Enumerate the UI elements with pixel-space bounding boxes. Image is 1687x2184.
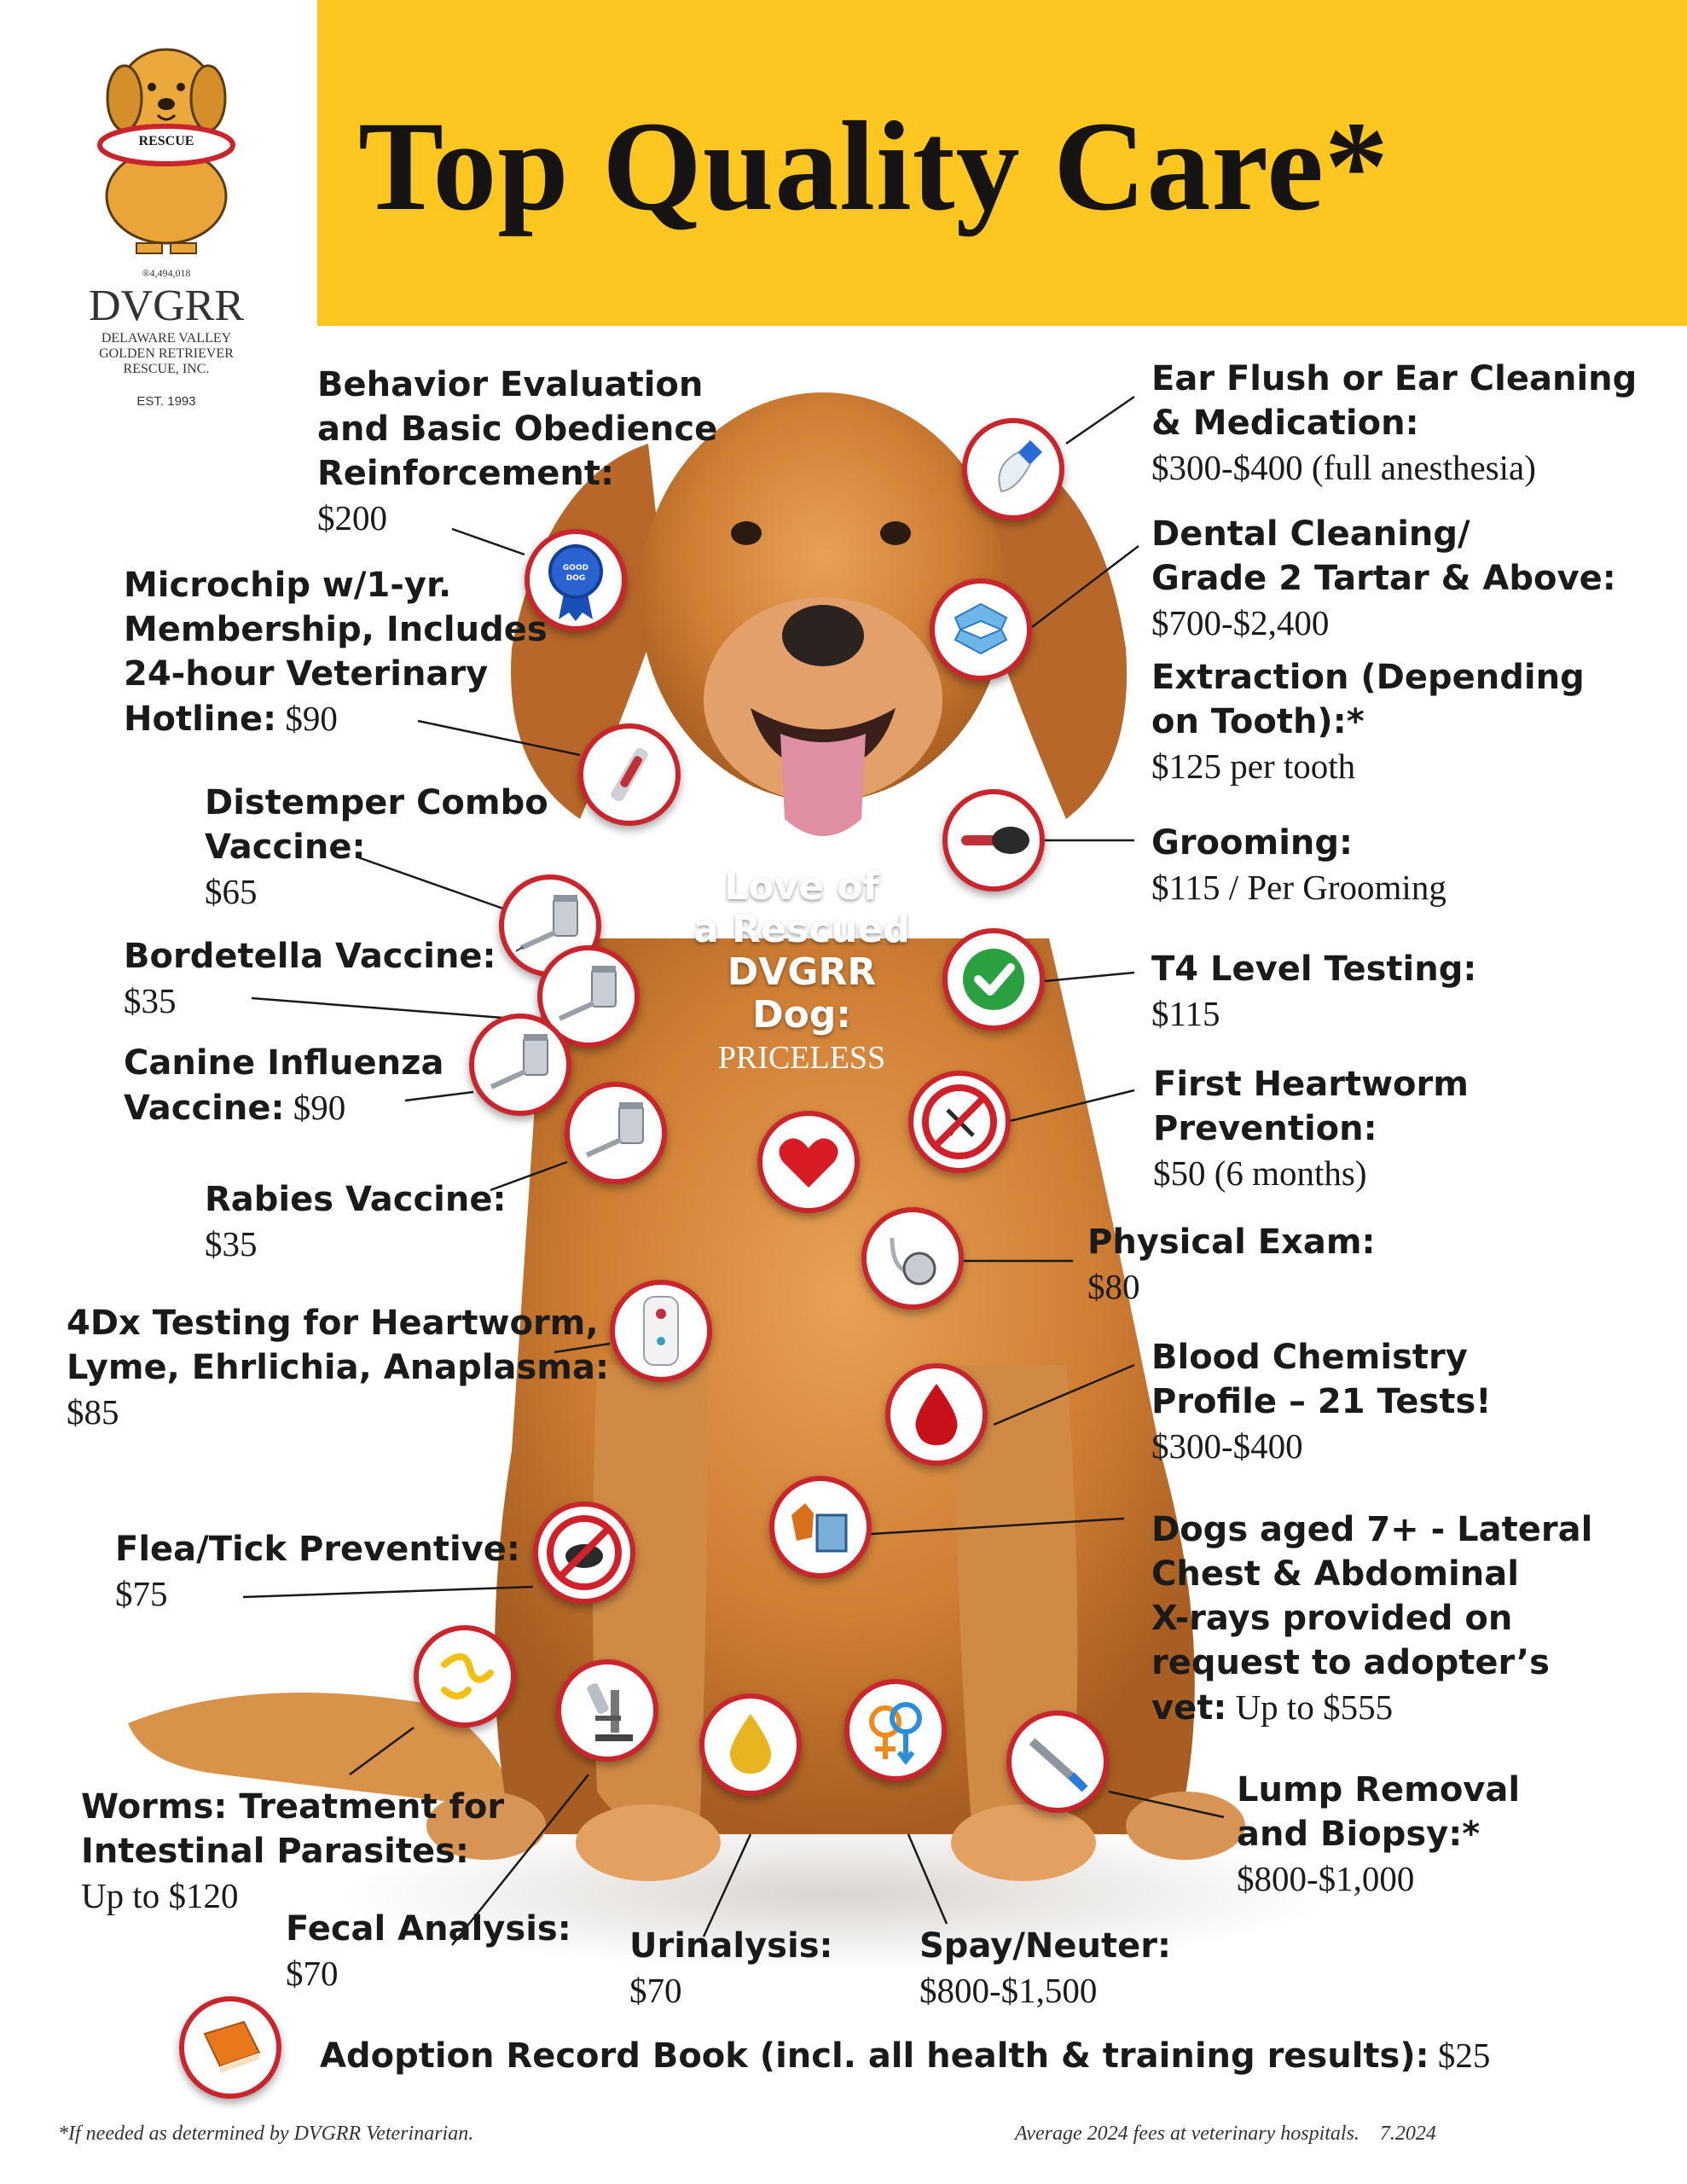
- lump-circle: [1006, 1711, 1109, 1813]
- item-price: $700-$2,400: [1151, 603, 1330, 642]
- biopsy-tool-icon: [1012, 1716, 1104, 1808]
- item-physical: [1087, 1220, 1376, 1309]
- book-icon: [184, 2001, 276, 2094]
- logo-reg-number: ®4,494,018: [142, 267, 191, 279]
- logo-org-short: DVGRR: [88, 282, 245, 330]
- item-label: Vaccine:: [205, 828, 366, 867]
- item-label: Worms: Treatment for: [81, 1787, 505, 1827]
- item-price: $35: [205, 1224, 258, 1263]
- vaccine-vial-icon: [570, 1087, 662, 1179]
- influenza-circle: [469, 1014, 571, 1116]
- item-price: $50 (6 months): [1153, 1153, 1367, 1193]
- item-fecal: [286, 1907, 571, 1995]
- item-record-book: [320, 2033, 1490, 2086]
- center-priceless: PRICELESS: [717, 1040, 886, 1076]
- item-label: and Basic Obedience: [317, 410, 718, 449]
- item-price: Up to $120: [81, 1876, 239, 1915]
- item-price: $70: [629, 1971, 682, 2010]
- grooming-circle: [942, 789, 1045, 892]
- item-label: Vaccine:: [124, 1089, 285, 1128]
- item-lump: [1237, 1768, 1520, 1901]
- item-t4: [1151, 947, 1476, 1036]
- center-priceless-text: [674, 866, 930, 1079]
- item-xray: [1151, 1507, 1592, 1738]
- gender-symbols-icon: [849, 1684, 942, 1776]
- record-book-circle: [179, 1996, 281, 2099]
- item-label: Fecal Analysis:: [286, 1909, 571, 1949]
- item-label: Membership, Includes: [124, 610, 548, 649]
- item-microchip: [124, 563, 548, 749]
- checkmark-icon: [948, 933, 1040, 1025]
- item-dental: [1151, 512, 1616, 645]
- item-price: Up to $555: [1226, 1687, 1394, 1727]
- item-price: $25: [1429, 2036, 1491, 2075]
- footer-note-right: Average 2024 fees at veterinary hospitals. 7.2024: [1015, 2123, 1436, 2145]
- item-label: Lyme, Ehrlichia, Anaplasma:: [67, 1348, 609, 1387]
- item-label: Prevention:: [1153, 1109, 1377, 1148]
- item-label: Bordetella Vaccine:: [124, 937, 496, 976]
- worms-icon: [419, 1630, 511, 1722]
- stethoscope-icon: [867, 1212, 959, 1304]
- item-label: Urinalysis:: [629, 1926, 833, 1966]
- ear-circle: [962, 418, 1064, 520]
- worms-circle: [414, 1625, 516, 1728]
- item-label: Lump Removal: [1237, 1770, 1521, 1809]
- center-line-3: DVGRR: [727, 950, 877, 994]
- item-label: Spay/Neuter:: [919, 1926, 1171, 1966]
- item-price: $800-$1,500: [919, 1971, 1098, 2010]
- heart-circle: [757, 1111, 860, 1213]
- item-price: $75: [115, 1574, 168, 1613]
- item-label: T4 Level Testing:: [1151, 950, 1477, 989]
- item-label: Adoption Record Book (incl. all health & training results):: [320, 2036, 1429, 2076]
- vaccine-vial-icon: [474, 1019, 566, 1111]
- item-price: $200: [317, 498, 387, 537]
- item-extraction: [1151, 655, 1585, 788]
- dog-xray-icon: [774, 1481, 867, 1573]
- item-label: Reinforcement:: [317, 454, 614, 493]
- item-label: Canine Influenza: [124, 1043, 444, 1083]
- logo-org-line3: RESCUE, INC.: [123, 362, 210, 376]
- item-price: $125 per tooth: [1151, 746, 1356, 786]
- dental-mold-icon: [935, 584, 1027, 676]
- item-label: and Biopsy:*: [1237, 1815, 1481, 1854]
- ribbon-text-2: DOG: [565, 574, 586, 583]
- item-price: $80: [1087, 1267, 1140, 1306]
- droplet-yellow-icon: [704, 1699, 797, 1791]
- item-ear: [1151, 357, 1637, 490]
- item-label: Ear Flush or Ear Cleaning: [1151, 359, 1638, 398]
- item-label: 4Dx Testing for Heartworm,: [67, 1304, 599, 1343]
- logo-org-line1: DELAWARE VALLEY: [101, 331, 232, 346]
- item-label: on Tooth):*: [1151, 702, 1365, 741]
- item-label: vet:: [1151, 1688, 1227, 1728]
- item-label: Microchip w/1-yr.: [124, 566, 452, 605]
- page-title: Top Quality Care*: [358, 96, 1389, 237]
- item-price: $35: [124, 981, 177, 1020]
- item-price: $115: [1151, 994, 1220, 1033]
- no-mosquito-icon: [913, 1076, 1006, 1168]
- blood-circle: [885, 1363, 988, 1466]
- item-influenza: [124, 1041, 443, 1138]
- item-grooming: [1151, 821, 1446, 909]
- item-label: Behavior Evaluation: [317, 365, 704, 404]
- item-rabies: [205, 1177, 507, 1266]
- fourdx-circle: [610, 1280, 712, 1382]
- item-label: First Heartworm: [1153, 1065, 1469, 1104]
- item-label: Profile – 21 Tests!: [1151, 1382, 1492, 1421]
- item-label: Grade 2 Tartar & Above:: [1151, 559, 1616, 598]
- item-label: & Medication:: [1151, 404, 1419, 443]
- brush-icon: [948, 794, 1040, 886]
- item-price: $70: [286, 1954, 339, 1993]
- no-flea-icon: [538, 1507, 630, 1599]
- item-price: $115 / Per Grooming: [1151, 868, 1446, 907]
- item-price: $300-$400 (full anesthesia): [1151, 448, 1536, 487]
- item-heartworm: [1153, 1062, 1469, 1195]
- item-spay: [919, 1924, 1171, 2013]
- footer-note-left: *If needed as determined by DVGRR Veterinarian.: [58, 2123, 474, 2145]
- rabies-circle: [565, 1082, 667, 1184]
- item-label: Grooming:: [1151, 823, 1354, 863]
- item-blood: [1151, 1335, 1492, 1468]
- item-bordetella: [124, 934, 496, 1023]
- t4-circle: [942, 928, 1045, 1031]
- heartworm-circle: [908, 1071, 1011, 1173]
- ribbon-text-1: GOOD: [562, 564, 589, 572]
- item-label: Extraction (Depending: [1151, 658, 1585, 697]
- item-label: Rabies Vaccine:: [205, 1180, 507, 1219]
- item-label: Flea/Tick Preventive:: [115, 1530, 520, 1569]
- logo-org-line2: GOLDEN RETRIEVER: [99, 346, 234, 361]
- urinalysis-circle: [699, 1693, 802, 1796]
- logo-badge-text: RESCUE: [138, 134, 194, 148]
- test-kit-icon: [615, 1285, 707, 1377]
- item-distemper: [205, 781, 548, 914]
- blood-drop-icon: [890, 1368, 983, 1461]
- item-price: $800-$1,000: [1237, 1859, 1415, 1898]
- item-price: $90: [284, 1088, 346, 1127]
- item-label: Dental Cleaning/: [1151, 514, 1470, 554]
- item-label: Blood Chemistry: [1151, 1338, 1468, 1377]
- microchip-circle: [578, 723, 681, 826]
- item-behavior: [317, 363, 717, 540]
- flea-circle: [533, 1502, 635, 1604]
- item-label: Dogs aged 7+ - Lateral: [1151, 1510, 1593, 1549]
- physical-circle: [861, 1207, 964, 1310]
- item-label: Chest & Abdominal: [1151, 1554, 1519, 1594]
- item-label: Physical Exam:: [1087, 1223, 1376, 1262]
- item-label: Distemper Combo: [205, 783, 548, 822]
- center-line-2: a Rescued: [693, 908, 910, 951]
- heart-icon: [762, 1116, 855, 1208]
- fecal-circle: [556, 1659, 658, 1762]
- microchip-syringe-icon: [583, 729, 675, 821]
- item-label: Intestinal Parasites:: [81, 1832, 469, 1871]
- center-line-4: Dog:: [752, 993, 851, 1037]
- xray-circle: [769, 1476, 872, 1578]
- logo-established: EST. 1993: [136, 394, 196, 409]
- item-price: $85: [67, 1392, 119, 1432]
- item-price: $65: [205, 872, 258, 911]
- microscope-icon: [561, 1664, 653, 1757]
- item-label: Hotline:: [124, 700, 277, 739]
- item-urinalysis: [629, 1924, 833, 2013]
- center-line-1: Love of: [724, 865, 879, 909]
- spay-circle: [844, 1679, 947, 1781]
- item-label: request to adopter’s: [1151, 1643, 1550, 1682]
- item-flea: [115, 1527, 520, 1616]
- item-price: $90: [276, 699, 338, 738]
- dental-circle: [930, 578, 1032, 681]
- item-label: 24-hour Veterinary: [124, 654, 489, 694]
- ear-drops-bottle-icon: [967, 423, 1059, 515]
- item-label: X-rays provided on: [1151, 1599, 1513, 1638]
- item-worms: [81, 1785, 504, 1918]
- item-fourdx: [67, 1301, 609, 1434]
- item-price: $300-$400: [1151, 1426, 1303, 1466]
